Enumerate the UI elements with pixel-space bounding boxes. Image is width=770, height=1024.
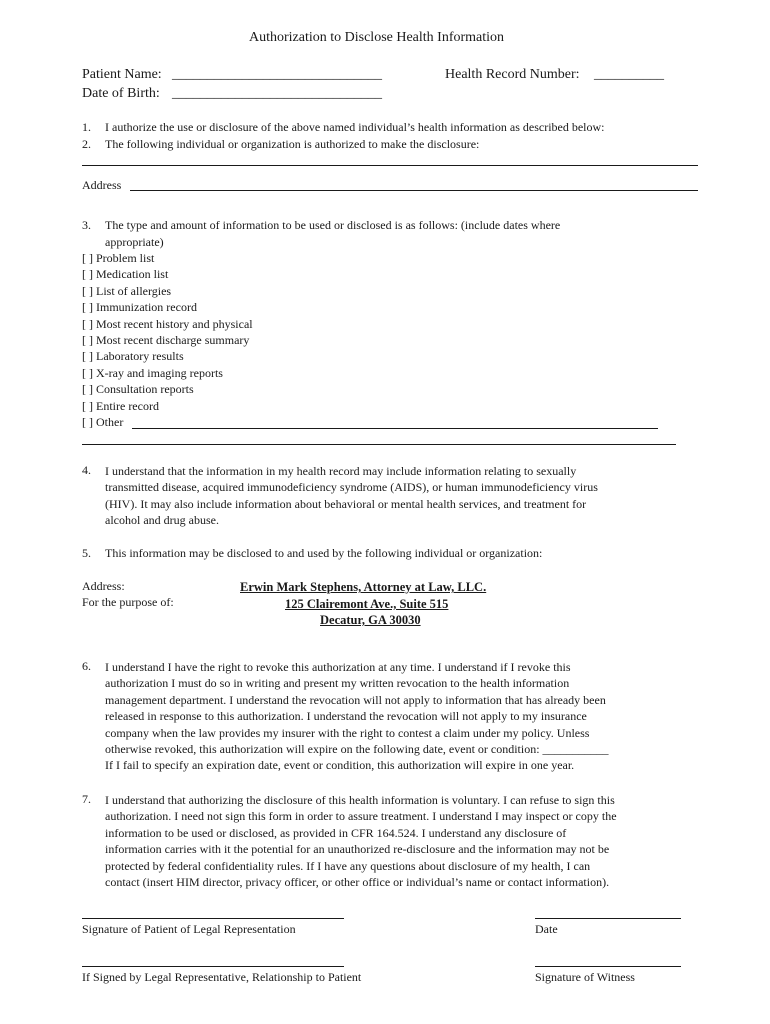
- item-6-line: released in response to this authorization. I understand the revocation will not apply to my insurance: [105, 709, 587, 724]
- item-3-number: 3.: [82, 218, 91, 232]
- item-5-text: This information may be disclosed to and used by the following individual or organization:: [105, 546, 543, 560]
- item-2-number: 2.: [82, 137, 91, 151]
- item-7-line: information to be used or disclosed, as provided in CFR 164.524. I understand any disclosure of: [105, 825, 567, 840]
- item-5-number: 5.: [82, 546, 91, 560]
- checkbox-xray-imaging[interactable]: [ ] X-ray and imaging reports: [82, 366, 223, 380]
- date-signature-line[interactable]: [535, 918, 681, 919]
- item-2-text: The following individual or organization is authorized to make the disclosure:: [105, 137, 480, 151]
- item-4-line: transmitted disease, acquired immunodeficiency syndrome (AIDS), or human immunodeficiency virus: [105, 480, 598, 495]
- item-7-line: I understand that authorizing the disclosure of this health information is voluntary. I can refuse to sign this: [105, 793, 615, 807]
- item-6-line: authorization I must do so in writing and present my written revocation to the health information: [105, 676, 570, 691]
- checkbox-laboratory-results[interactable]: [ ] Laboratory results: [82, 349, 184, 363]
- item-6-line: otherwise revoked, this authorization will expire on the following date, event or condition: ___________: [105, 742, 609, 757]
- item-1-text: I authorize the use or disclosure of the above named individual’s health information as described below:: [105, 120, 605, 134]
- item-7-line: protected by federal confidentiality rules. If I have any questions about disclosure of my health, I can: [105, 858, 591, 873]
- other-specify-line[interactable]: [132, 428, 658, 429]
- other-continued-line[interactable]: [82, 444, 676, 445]
- item-6-line: company when the law provides my insurer with the right to contest a claim under my policy. Unless: [105, 725, 590, 740]
- address-label: Address: [82, 178, 122, 192]
- checkbox-discharge-summary[interactable]: [ ] Most recent discharge summary: [82, 333, 250, 347]
- health-record-number-field[interactable]: __________: [594, 67, 664, 82]
- item-7-number: 7.: [82, 792, 91, 806]
- patient-signature-label: Signature of Patient of Legal Representation: [82, 922, 296, 936]
- date-label: Date: [535, 922, 558, 936]
- discloser-name-line[interactable]: [82, 165, 698, 166]
- checkbox-consultation-reports[interactable]: [ ] Consultation reports: [82, 382, 194, 396]
- checkbox-medication-list[interactable]: [ ] Medication list: [82, 267, 169, 281]
- date-of-birth-field[interactable]: ______________________________: [172, 86, 382, 101]
- health-record-number-label: Health Record Number:: [445, 67, 580, 82]
- item-3-line-2: appropriate): [105, 235, 164, 249]
- item-7-line: authorization. I need not sign this form in order to assure treatment. I understand I may inspect or copy the: [105, 809, 617, 824]
- item-6-number: 6.: [82, 659, 91, 673]
- checkbox-history-and-physical[interactable]: [ ] Most recent history and physical: [82, 317, 253, 331]
- witness-signature-line[interactable]: [535, 966, 681, 967]
- item-7-line: information carries with it the potential for an unauthorized re-disclosure and the information may not be: [105, 842, 610, 857]
- recipient-address-label: Address:: [82, 579, 125, 593]
- checkbox-other[interactable]: [ ] Other: [82, 415, 124, 429]
- item-1-number: 1.: [82, 120, 91, 134]
- item-4-paragraph: [105, 463, 598, 529]
- patient-name-label: Patient Name:: [82, 67, 162, 82]
- item-4-line: I understand that the information in my health record may include information relating to sexually: [105, 464, 577, 478]
- item-4-line: (HIV). It may also include information about behavioral or mental health services, and treatment for: [105, 496, 587, 511]
- item-6-paragraph: [105, 659, 609, 774]
- item-6-line: management department. I understand the revocation will not apply to information that has already been: [105, 692, 606, 707]
- checkbox-immunization-record[interactable]: [ ] Immunization record: [82, 300, 197, 314]
- relationship-label: If Signed by Legal Representative, Relationship to Patient: [82, 970, 362, 984]
- relationship-line[interactable]: [82, 966, 344, 967]
- recipient-name: Erwin Mark Stephens, Attorney at Law, LLC.: [240, 580, 487, 594]
- item-7-line: contact (insert HIM director, privacy officer, or other office or individual’s name or contact information).: [105, 875, 610, 890]
- date-of-birth-label: Date of Birth:: [82, 86, 160, 101]
- witness-signature-label: Signature of Witness: [535, 970, 635, 984]
- item-7-paragraph: [105, 792, 617, 890]
- checkbox-problem-list[interactable]: [ ] Problem list: [82, 251, 155, 265]
- item-6-line: If I fail to specify an expiration date, event or condition, this authorization will expire in one year.: [105, 758, 575, 773]
- page-title: Authorization to Disclose Health Information: [249, 30, 505, 45]
- checkbox-list-of-allergies[interactable]: [ ] List of allergies: [82, 284, 172, 298]
- recipient-city: Decatur, GA 30030: [320, 613, 421, 627]
- recipient-street: 125 Clairemont Ave., Suite 515: [285, 597, 449, 611]
- item-3-line-1: The type and amount of information to be used or disclosed is as follows: (include dates where: [105, 218, 561, 232]
- patient-name-field[interactable]: ______________________________: [172, 67, 382, 82]
- item-4-number: 4.: [82, 463, 91, 477]
- checkbox-entire-record[interactable]: [ ] Entire record: [82, 399, 159, 413]
- item-4-line: alcohol and drug abuse.: [105, 513, 219, 528]
- item-6-line: I understand I have the right to revoke this authorization at any time. I understand if I revoke this: [105, 660, 571, 674]
- address-line[interactable]: [130, 190, 698, 191]
- patient-signature-line[interactable]: [82, 918, 344, 919]
- recipient-purpose-label: For the purpose of:: [82, 595, 174, 609]
